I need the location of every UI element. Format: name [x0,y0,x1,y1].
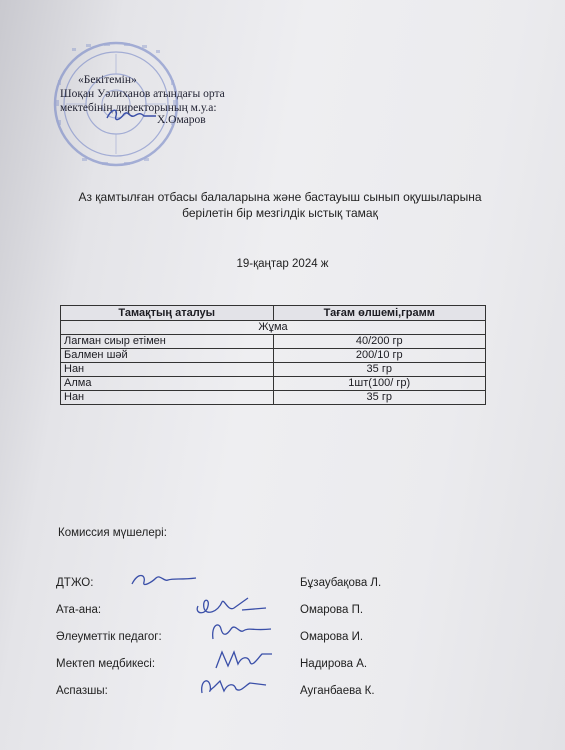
document-title-line-1: Аз қамтылған отбасы балаларына және бастауыш сынып оқушыларына [78,190,482,204]
member-signature [192,594,270,620]
dish-name: Балмен шәй [61,349,274,363]
dish-name: Нан [61,391,274,405]
member-name: Ауганбаева К. [300,685,375,697]
member-signature [128,568,200,590]
dish-name: Лагман сиыр етімен [61,335,274,349]
member-signature [205,619,275,645]
approval-line-2: мектебінің директорының м.у.а: [60,102,217,114]
column-header-portion: Тағам өлшемі,грамм [273,306,486,321]
document-title-line-2: берілетін бір мезгілдік ыстық тамақ [182,206,378,220]
document-date: 19-қаңтар 2024 ж [236,258,329,270]
member-name: Надирова А. [300,658,368,670]
member-name: Омарова П. [300,604,364,616]
member-name: Омарова И. [300,631,364,643]
member-role: Әлеуметтік педагог: [56,631,162,643]
table-day-row [61,321,486,335]
member-signature [196,673,268,699]
member-name: Бұзаубақова Л. [300,577,382,589]
table-row [61,377,486,391]
member-signature [212,646,276,672]
table-header-row [61,306,486,321]
menu-table [60,305,486,405]
dish-name: Алма [61,377,274,391]
dish-portion: 1шт(100/ гр) [273,377,486,391]
table-row [61,335,486,349]
member-role: Аспазшы: [56,685,108,697]
approval-title: «Бекітемін» [78,74,137,86]
table-row [61,363,486,377]
member-role: Ата-ана: [56,604,102,616]
day-label: Жұма [61,321,486,335]
table-row [61,349,486,363]
director-signature [104,104,160,126]
approval-line-1: Шоқан Уәлиханов атындағы орта [60,88,225,100]
approval-signer: Х.Омаров [157,114,206,126]
member-role: Мектеп медбикесі: [56,658,156,670]
table-row [61,391,486,405]
dish-name: Нан [61,363,274,377]
member-role: ДТЖО: [56,577,94,589]
dish-portion: 200/10 гр [273,349,486,363]
dish-portion: 40/200 гр [273,335,486,349]
commission-title: Комиссия мүшелері: [58,527,167,539]
dish-portion: 35 гр [273,391,486,405]
dish-portion: 35 гр [273,363,486,377]
column-header-dish: Тамақтың аталуы [61,306,274,321]
